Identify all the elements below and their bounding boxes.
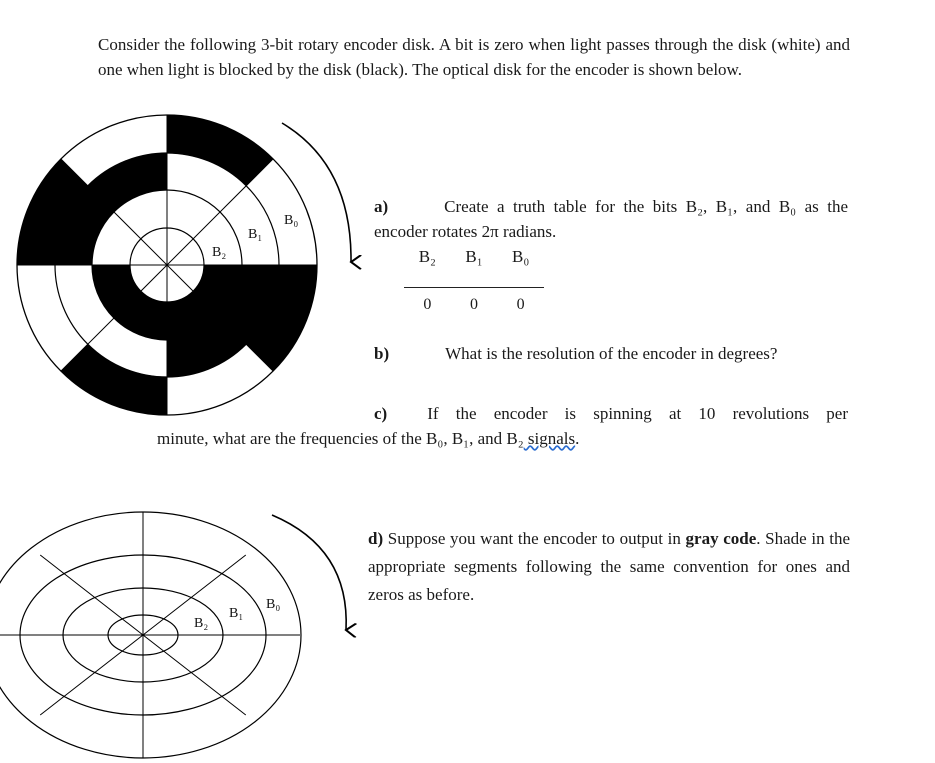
question-c-label: c)	[374, 404, 388, 423]
truth-table-cell: 0	[423, 296, 432, 313]
truth-table-cell: 0	[470, 296, 478, 313]
disk-spoke	[40, 635, 143, 715]
question-c-period: .	[575, 429, 580, 448]
rotation-arrow-bottom	[272, 515, 346, 630]
truth-table-cell: 0	[516, 296, 525, 313]
encoder-disk-binary	[17, 115, 317, 415]
disk-label-b1: B₁	[248, 227, 263, 242]
question-d-text-after: . Shade in the appropriate segments following the same convention for ones and zeros as before.	[368, 529, 850, 604]
question-c-text-line1: If the encoder is spinning at 10 revolutions per	[427, 404, 848, 423]
disk-label-b2: B₂	[212, 245, 227, 260]
encoder-disk-blank	[0, 512, 301, 758]
disk-spoke	[40, 555, 143, 635]
question-a-label: a)	[374, 197, 389, 216]
question-b-label: b)	[374, 344, 390, 363]
question-b-text: What is the resolution of the encoder in degrees?	[445, 344, 778, 363]
disk-label-b0: B₀	[284, 213, 299, 228]
truth-table-header-b0: B₀	[512, 247, 530, 266]
disk-label-b1: B₁	[229, 606, 244, 621]
intro-paragraph: Consider the following 3-bit rotary encoder disk. A bit is zero when light passes through the disk (white) and one when light is blocked by the disk (black). The optical disk for the encoder is shown below.	[98, 35, 850, 79]
truth-table-header-b1: B₁	[465, 247, 483, 266]
disk-label-b0: B₀	[266, 597, 281, 612]
truth-table-header-b2: B₂	[418, 247, 436, 266]
question-d-emphasis: gray code	[685, 529, 757, 548]
question-a-text: Create a truth table for the bits B₂, B₁, and B₀ as the encoder rotates 2π radians.	[374, 197, 848, 241]
question-c-text-line2: minute, what are the frequencies of the B₀, B₁, and B₂	[157, 429, 524, 448]
question-c-underlined-word: signals	[523, 429, 576, 448]
question-d-text-before: Suppose you want the encoder to output in	[383, 529, 686, 548]
disk-label-b2: B₂	[194, 616, 209, 631]
disk-spoke	[143, 635, 246, 715]
question-d-label: d)	[368, 529, 384, 548]
